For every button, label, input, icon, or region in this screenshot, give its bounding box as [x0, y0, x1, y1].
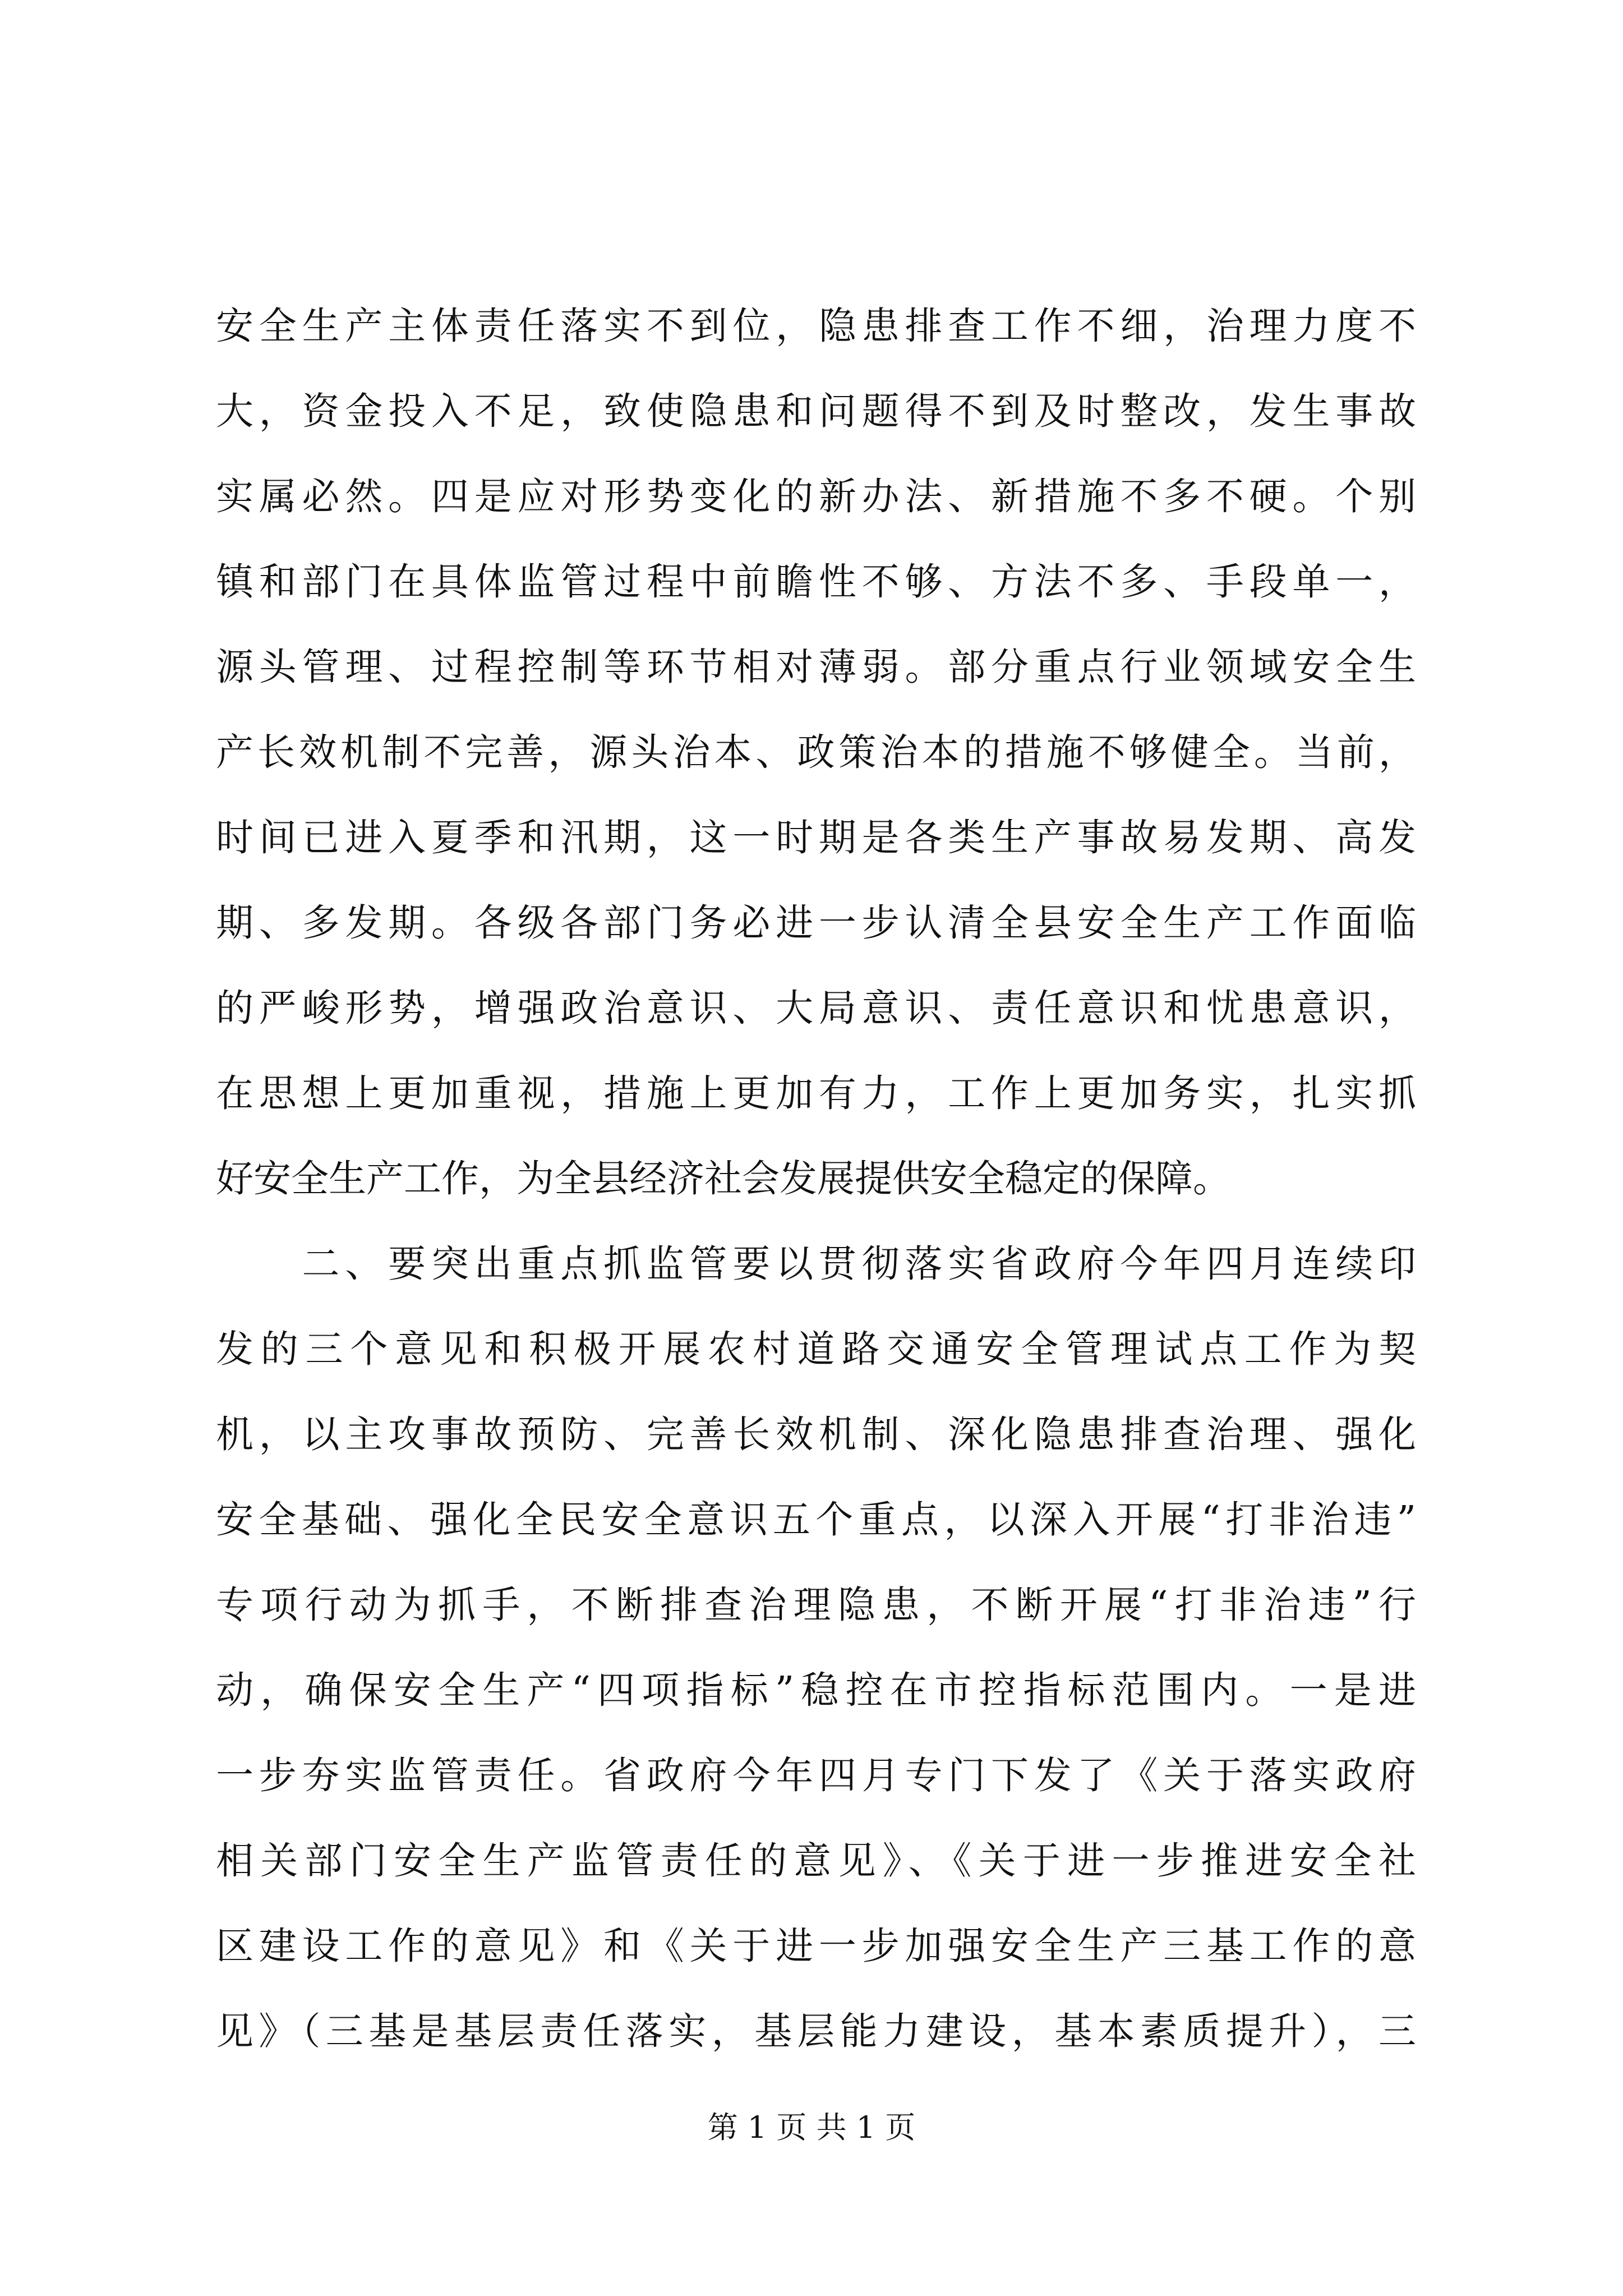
page-footer — [0, 2108, 1623, 2147]
text-line: 的严峻形势，增强政治意识、大局意识、责任意识和忧患意识， — [216, 986, 1416, 1030]
text-line: 机，以主攻事故预防、完善长效机制、深化隐患排查治理、强化 — [216, 1412, 1416, 1456]
text-line: 见》（三基是基层责任落实，基层能力建设，基本素质提升），三 — [216, 2009, 1416, 2053]
text-line: 产长效机制不完善，源头治本、政策治本的措施不够健全。当前， — [216, 730, 1416, 774]
paragraph-heading-line: 二、要突出重点抓监管要以贯彻落实省政府今年四月连续印 — [216, 1242, 1416, 1286]
text-line: 源头管理、过程控制等环节相对薄弱。部分重点行业领域安全生 — [216, 645, 1416, 689]
text-line: 区建设工作的意见》和《关于进一步加强安全生产三基工作的意 — [216, 1924, 1416, 1968]
text-line: 一步夯实监管责任。省政府今年四月专门下发了《关于落实政府 — [216, 1754, 1416, 1797]
text-line: 安全基础、强化全民安全意识五个重点，以深入开展“打非治违” — [216, 1498, 1416, 1542]
text-line: 专项行动为抓手，不断排查治理隐患，不断开展“打非治违”行 — [216, 1583, 1416, 1627]
text-line: 相关部门安全生产监管责任的意见》、《关于进一步推进安全社 — [216, 1839, 1416, 1883]
text-line: 实属必然。四是应对形势变化的新办法、新措施不多不硬。个别 — [216, 475, 1416, 518]
page-number: 第 1 页 共 1 页 — [707, 2110, 916, 2145]
text-line: 大，资金投入不足，致使隐患和问题得不到及时整改，发生事故 — [216, 389, 1416, 433]
text-line: 安全生产主体责任落实不到位，隐患排查工作不细，治理力度不 — [216, 304, 1416, 348]
text-line: 时间已进入夏季和汛期，这一时期是各类生产事故易发期、高发 — [216, 816, 1416, 859]
text-line: 发的三个意见和积极开展农村道路交通安全管理试点工作为契 — [216, 1327, 1416, 1371]
text-line: 动，确保安全生产“四项指标”稳控在市控指标范围内。一是进 — [216, 1668, 1416, 1712]
text-line: 镇和部门在具体监管过程中前瞻性不够、方法不多、手段单一， — [216, 560, 1416, 604]
body-text — [216, 283, 1416, 2074]
text-line: 期、多发期。各级各部门务必进一步认清全县安全生产工作面临 — [216, 901, 1416, 945]
text-line: 在思想上更加重视，措施上更加有力，工作上更加务实，扎实抓 — [216, 1071, 1416, 1115]
text-line: 好安全生产工作，为全县经济社会发展提供安全稳定的保障。 — [216, 1157, 1230, 1200]
